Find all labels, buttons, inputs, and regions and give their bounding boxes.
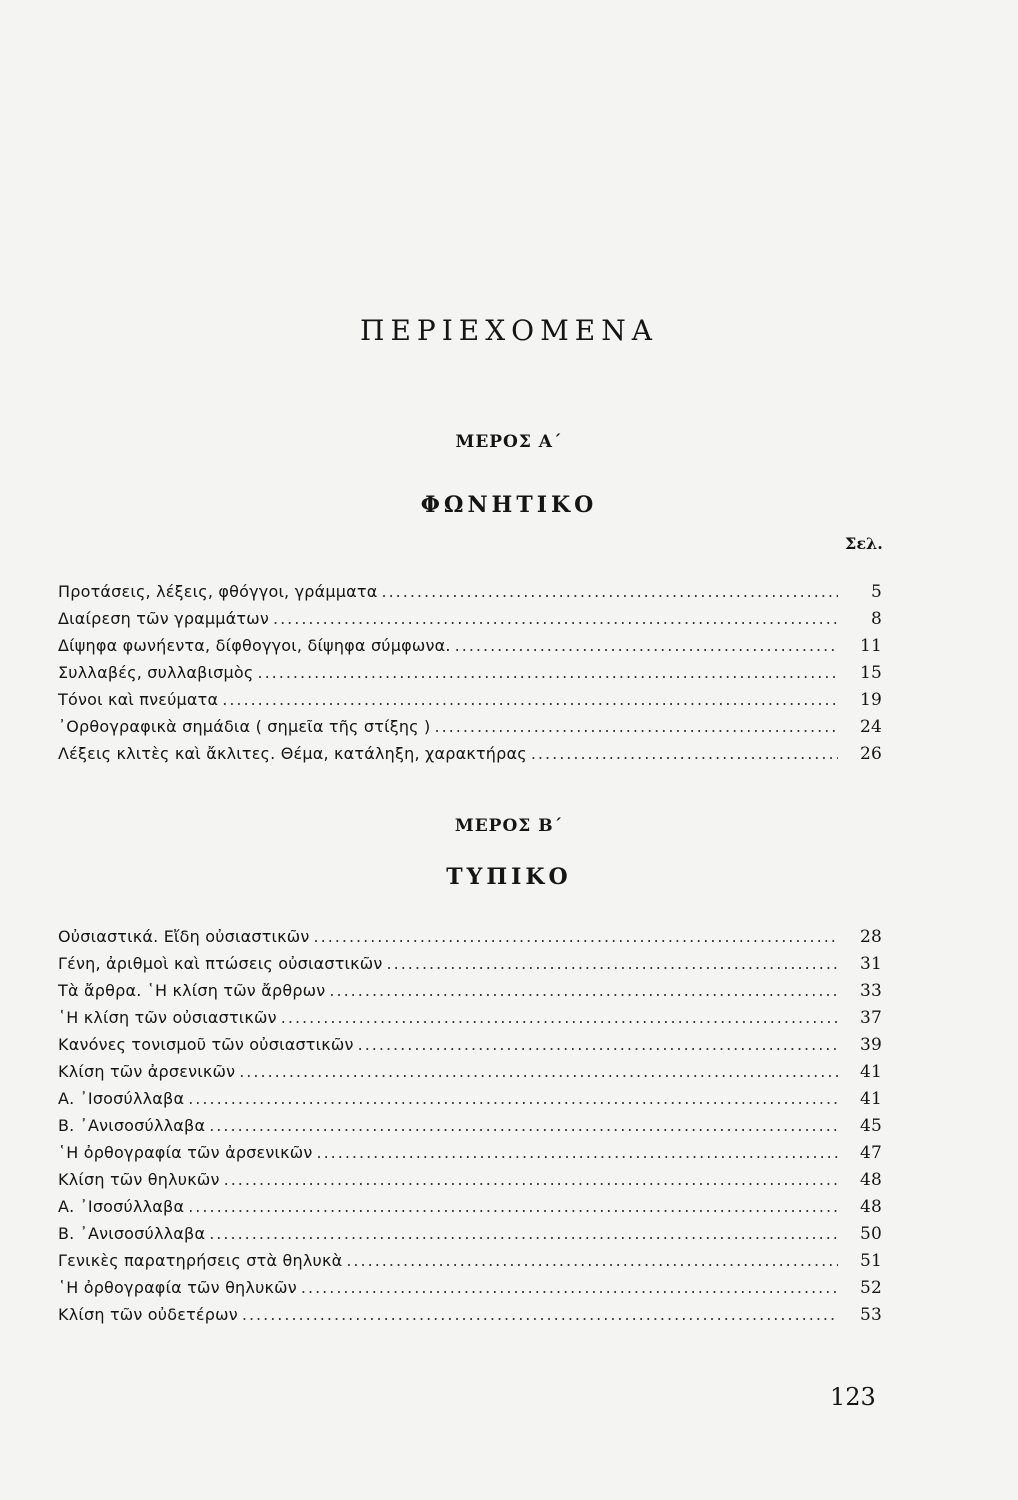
dot-leader <box>346 1247 838 1274</box>
toc-entry-page: 47 <box>859 1143 882 1163</box>
toc-entry <box>58 1166 882 1193</box>
toc-entry-title: Κλίση τῶν οὐδετέρων <box>58 1305 238 1324</box>
dot-leader <box>382 578 839 605</box>
toc-entry-title: Κλίση τῶν ἀρσενικῶν <box>58 1062 236 1081</box>
toc-entry-page: 51 <box>859 1251 882 1271</box>
toc-entry-page: 15 <box>859 663 882 683</box>
toc-entry-page: 33 <box>859 981 882 1001</box>
toc-entry <box>58 1112 882 1139</box>
toc-entry <box>58 1301 882 1328</box>
toc-entry <box>58 686 882 713</box>
toc-entry-page: 48 <box>859 1170 882 1190</box>
toc-entry-title: Προτάσεις, λέξεις, φθόγγοι, γράμματα <box>58 582 378 601</box>
toc-entry <box>58 713 882 740</box>
pages-column-header: Σελ. <box>845 534 883 553</box>
dot-leader <box>273 605 838 632</box>
toc-entry-title: Δίψηφα φωνήεντα, δίφθογγοι, δίψηφα σύμφωνα. <box>58 636 451 655</box>
dot-leader <box>209 1112 838 1139</box>
toc-entry <box>58 1139 882 1166</box>
toc-entry <box>58 1193 882 1220</box>
toc-entry-title: Συλλαβές, συλλαβισμὸς <box>58 663 254 682</box>
toc-entry-page: 11 <box>859 636 882 656</box>
toc-entry <box>58 659 882 686</box>
toc-entry-page: 37 <box>859 1008 882 1028</box>
toc-entry-title: Γένη, ἀριθμοὶ καὶ πτώσεις οὐσιαστικῶν <box>58 954 383 973</box>
toc-entry-title: ῾Η ὀρθογραφία τῶν θηλυκῶν <box>58 1278 297 1297</box>
dot-leader <box>455 632 838 659</box>
dot-leader <box>188 1193 838 1220</box>
toc-entry-title: Τὰ ἄρθρα. ῾Η κλίση τῶν ἄρθρων <box>58 981 326 1000</box>
dot-leader <box>531 740 838 767</box>
dot-leader <box>242 1301 838 1328</box>
dot-leader <box>329 977 838 1004</box>
toc-entry <box>58 1220 882 1247</box>
toc-entry-page: 5 <box>870 582 882 602</box>
dot-leader <box>316 1139 838 1166</box>
dot-leader <box>281 1004 838 1031</box>
toc-entry-page: 52 <box>859 1278 882 1298</box>
toc-entry <box>58 1058 882 1085</box>
toc-entry-title: Τόνοι καὶ πνεύματα <box>58 690 219 709</box>
toc-entry-page: 24 <box>859 717 882 737</box>
toc-entry-page: 53 <box>859 1305 882 1325</box>
toc-entry-title: Λέξεις κλιτὲς καὶ ἄκλιτες. Θέμα, κατάληξη, χαρακτήρας <box>58 744 527 763</box>
toc-entry <box>58 605 882 632</box>
dot-leader <box>188 1085 838 1112</box>
toc-entry-page: 45 <box>859 1116 882 1136</box>
toc-entry-title: ῾Η κλίση τῶν οὐσιαστικῶν <box>58 1008 277 1027</box>
toc-entry-title: Κανόνες τονισμοῦ τῶν οὐσιαστικῶν <box>58 1035 354 1054</box>
part-a-section-title: ΦΩΝΗΤΙΚΟ <box>420 492 598 518</box>
part-a-toc <box>58 578 882 767</box>
toc-entry-title: Γενικὲς παρατηρήσεις στὰ θηλυκὰ <box>58 1251 343 1270</box>
toc-entry-title: ῾Η ὀρθογραφία τῶν ἀρσενικῶν <box>58 1143 313 1162</box>
dot-leader <box>301 1274 838 1301</box>
dot-leader <box>209 1220 838 1247</box>
toc-entry <box>58 1085 882 1112</box>
toc-entry-page: 50 <box>859 1224 882 1244</box>
toc-entry-page: 8 <box>870 609 882 629</box>
toc-entry-page: 31 <box>859 954 882 974</box>
toc-entry-title: Διαίρεση τῶν γραμμάτων <box>58 609 269 628</box>
toc-entry-page: 41 <box>859 1089 882 1109</box>
dot-leader <box>387 950 838 977</box>
toc-entry <box>58 1004 882 1031</box>
dot-leader <box>224 1166 838 1193</box>
toc-entry-page: 39 <box>859 1035 882 1055</box>
toc-entry <box>58 950 882 977</box>
toc-entry-title: ᾿Ορθογραφικὰ σημάδια ( σημεῖα τῆς στίξης ) <box>58 717 431 736</box>
toc-entry <box>58 632 882 659</box>
toc-entry-title: Β. ᾿Ανισοσύλλαβα <box>58 1116 206 1135</box>
part-a-label: ΜΕΡΟΣ Α΄ <box>455 432 563 452</box>
part-b-toc <box>58 923 882 1328</box>
toc-entry <box>58 1031 882 1058</box>
toc-entry-title: Οὐσιαστικά. Εἴδη οὐσιαστικῶν <box>58 927 310 946</box>
part-b-label: ΜΕΡΟΣ Β΄ <box>454 816 564 836</box>
toc-entry-title: Κλίση τῶν θηλυκῶν <box>58 1170 220 1189</box>
toc-entry-page: 26 <box>859 744 882 764</box>
toc-entry-page: 19 <box>859 690 882 710</box>
toc-entry <box>58 1247 882 1274</box>
toc-entry-page: 41 <box>859 1062 882 1082</box>
dot-leader <box>222 686 838 713</box>
dot-leader <box>434 713 838 740</box>
page-number: 123 <box>830 1383 876 1411</box>
toc-entry <box>58 977 882 1004</box>
toc-entry-title: Α. ᾿Ισοσύλλαβα <box>58 1197 185 1216</box>
part-b-section-title: ΤΥΠΙΚΟ <box>446 864 572 890</box>
toc-entry-title: Β. ᾿Ανισοσύλλαβα <box>58 1224 206 1243</box>
toc-entry <box>58 923 882 950</box>
dot-leader <box>239 1058 838 1085</box>
page-title: ΠΕΡΙΕΧΟΜΕΝΑ <box>360 314 658 347</box>
toc-entry <box>58 578 882 605</box>
toc-entry-page: 28 <box>859 927 882 947</box>
toc-entry <box>58 1274 882 1301</box>
toc-entry-page: 48 <box>859 1197 882 1217</box>
dot-leader <box>257 659 838 686</box>
toc-entry <box>58 740 882 767</box>
dot-leader <box>314 923 838 950</box>
toc-entry-title: Α. ᾿Ισοσύλλαβα <box>58 1089 185 1108</box>
dot-leader <box>358 1031 838 1058</box>
